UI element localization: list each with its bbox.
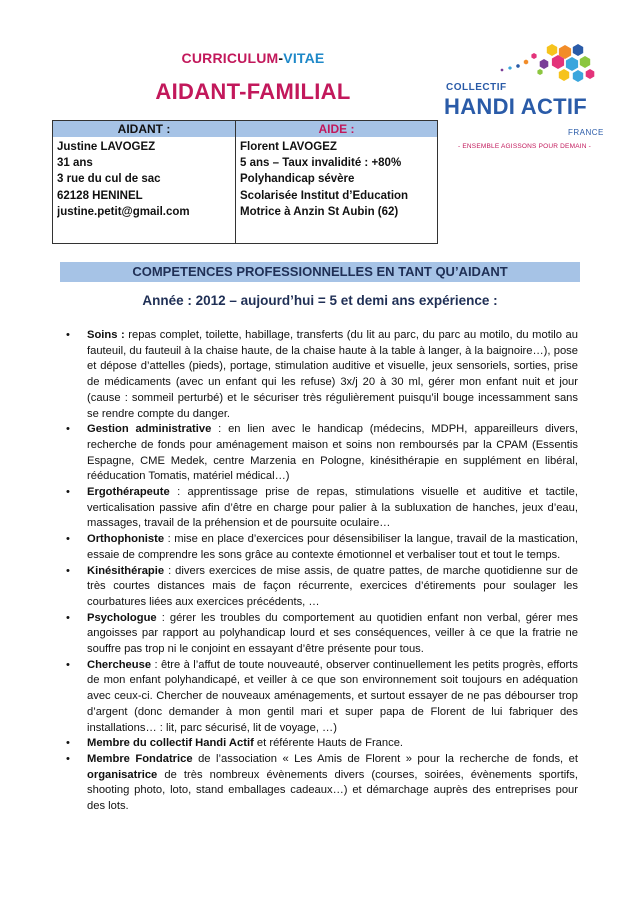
identity-table bbox=[52, 120, 438, 244]
logo-hexagon bbox=[516, 64, 519, 68]
logo-hexagon bbox=[508, 66, 511, 70]
logo-hexagon bbox=[573, 44, 583, 56]
skill-text: : être à l’affut de toute nouveauté, observer continuellement les petits progrès, efforts de mon enfant polyhandicapé, et veiller à ce que son environnement soit toujours en adéquation avec ceux-ci. Chercher de nouveaux aménagements, et surtout essayer de ne pas débourser trop d’argent (donc demander à mon gentil mari et super papa de Florent de lui fabriquer des installations… : lit, parc sécurisé, lit de voyage, …) bbox=[87, 658, 578, 734]
logo-tagline: - ENSEMBLE AGISSONS POUR DEMAIN - bbox=[458, 143, 592, 150]
skill-label: Psychologue bbox=[87, 611, 157, 624]
aidant-details bbox=[53, 137, 235, 220]
logo-hexagon bbox=[547, 44, 557, 56]
aidant-line: Justine LAVOGEZ bbox=[57, 141, 156, 153]
logo-hexagon bbox=[501, 69, 504, 72]
bullet-icon: • bbox=[66, 533, 70, 546]
skill-item bbox=[62, 752, 578, 815]
aide-line: Florent LAVOGEZ bbox=[240, 141, 337, 153]
skill-text: : divers exercices de mise assis, de quatre pattes, de marche quotidienne sur de très courtes distances mais de façon récurrente, exercices d’étirements pour soulager les courbatures liées aux exercices précédents, … bbox=[87, 564, 578, 608]
skill-label: Ergothérapeute bbox=[87, 486, 170, 499]
skill-label: Membre du collectif Handi Actif bbox=[87, 737, 254, 750]
bullet-icon: • bbox=[66, 564, 70, 577]
skill-text: de l’association « Les Amis de Florent » pour la recherche de fonds, et bbox=[192, 752, 578, 765]
title-vitae: VITAE bbox=[283, 50, 325, 66]
aide-line: Scolarisée Institut d’Education bbox=[240, 189, 409, 202]
skill-text-secondary: de très nombreux évènements divers (courses, soirées, évènements sportifs, shooting photo, loto, stand emballages cadeaux…) et démarchage auprès des entreprises pour des lots. bbox=[87, 768, 578, 813]
logo-hexagon bbox=[580, 56, 590, 68]
aidant-line: 3 rue du cul de sac bbox=[57, 173, 161, 186]
logo-hexagon bbox=[586, 69, 595, 79]
skill-label: Gestion administrative bbox=[87, 423, 212, 436]
skill-text: : gérer les troubles du comportement au quotidien enfant non verbal, gérer mes angoisses par rapport au polyhandicap lourd et ses conséquences, veiller à ce que la fratrie ne souffre pas trop ni le conjoint en essayant d’être présente pour tous. bbox=[87, 611, 578, 656]
aide-line: 5 ans – Taux invalidité : +80% bbox=[240, 157, 402, 170]
logo-hexagon bbox=[537, 69, 542, 75]
logo-hexagon bbox=[573, 70, 583, 82]
skill-label: Soins : bbox=[87, 329, 125, 341]
logo-hexagon bbox=[524, 60, 528, 65]
document-title bbox=[150, 50, 356, 66]
aide-line: Motrice à Anzin St Aubin (62) bbox=[240, 205, 399, 218]
skill-label: Kinésithérapie bbox=[87, 564, 165, 577]
bullet-icon: • bbox=[66, 486, 70, 499]
logo-collectif-text: COLLECTIF bbox=[446, 82, 507, 93]
skill-text: : apprentissage prise de repas, stimulations visuelle et auditive et tactile, verticalisation passive afin d’être en charge pour palier à la subluxation de hanches, jeux d’eau, massages, travail de la préhension et de poursuite oculaire… bbox=[87, 486, 578, 530]
logo-hexagon bbox=[559, 69, 569, 81]
bullet-icon: • bbox=[66, 329, 70, 341]
logo-france-text: FRANCE bbox=[568, 128, 604, 137]
skill-item bbox=[62, 328, 578, 422]
aide-line: Polyhandicap sévère bbox=[240, 173, 355, 186]
skill-text: : mise en place d’exercices pour désensibiliser la langue, travail de la mastication, essaie de comprendre les sons grâce au contexte émotionnel et verbaliser tout et tout le temps. bbox=[87, 533, 578, 561]
logo-hexagon bbox=[540, 59, 549, 69]
logo-handi-actif-text: HANDI ACTIF bbox=[444, 94, 588, 119]
aide-column bbox=[236, 121, 437, 243]
skill-text: : en lien avec le handicap (médecins, MDPH, appareilleurs divers, recherche de fonds pour aménagement maison et soins non remboursés par la CPAM (Essentis Espagne, CME Medek, centre Marzenia en Pologne, kinésithérapie en supplément en libéral, rééducation Tomatis, matériel médical…) bbox=[87, 423, 578, 483]
experience-line: Année : 2012 – aujourd’hui = 5 et demi ans expérience : bbox=[142, 293, 498, 308]
aidant-line: 31 ans bbox=[57, 157, 93, 170]
title-dash: - bbox=[278, 50, 284, 66]
skill-item bbox=[62, 564, 578, 611]
handi-actif-logo bbox=[440, 42, 604, 154]
bullet-icon: • bbox=[66, 752, 70, 765]
title-curriculum: CURRICULUM bbox=[181, 50, 279, 66]
section-heading: COMPETENCES PROFESSIONNELLES EN TANT QU’AIDANT bbox=[60, 262, 580, 282]
aidant-column bbox=[53, 121, 236, 243]
document-subtitle: AIDANT-FAMILIAL bbox=[155, 79, 351, 104]
skill-label: Chercheuse bbox=[87, 658, 152, 671]
skill-label: Membre Fondatrice bbox=[87, 752, 193, 765]
skill-item bbox=[62, 532, 578, 563]
aidant-header: AIDANT : bbox=[53, 121, 235, 137]
skill-text: repas complet, toilette, habillage, transferts (du lit au parc, du parc au motilo, du motilo au fauteuil, du fauteuil à la chaise haute, de la chaise haute à la table à langer, à la baignoire…), pose et dépose d’attelles (pieds), portage, stimulation auditive et visuelle, jeux sensoriels, sorties, prise de médicaments (avec un enfant qui les refuse) 3x/j 20 à 30 ml, gérer mon enfant nuit et jour (cause : sommeil perturbé) et le sécuriser très régulièrement puisqu’il bouge incessamment sans se rendre compte du danger. bbox=[87, 329, 578, 420]
skill-item bbox=[62, 422, 578, 485]
aide-details bbox=[236, 137, 437, 220]
skill-item bbox=[62, 485, 578, 532]
bullet-icon: • bbox=[66, 658, 70, 671]
bullet-icon: • bbox=[66, 423, 70, 436]
bullet-icon: • bbox=[66, 611, 70, 624]
logo-hexagon bbox=[531, 53, 536, 59]
skill-label-secondary: organisatrice bbox=[87, 768, 158, 781]
logo-hexagon bbox=[566, 57, 578, 71]
skill-label: Orthophoniste bbox=[87, 533, 165, 546]
skill-item bbox=[62, 736, 578, 752]
skill-text: et référente Hauts de France. bbox=[253, 737, 404, 750]
skill-item bbox=[62, 658, 578, 737]
skills-list bbox=[62, 328, 578, 815]
skill-item bbox=[62, 611, 578, 658]
aide-header: AIDE : bbox=[236, 121, 437, 137]
aidant-line: justine.petit@gmail.com bbox=[57, 205, 190, 218]
bullet-icon: • bbox=[66, 737, 70, 750]
aidant-line: 62128 HENINEL bbox=[57, 189, 143, 202]
